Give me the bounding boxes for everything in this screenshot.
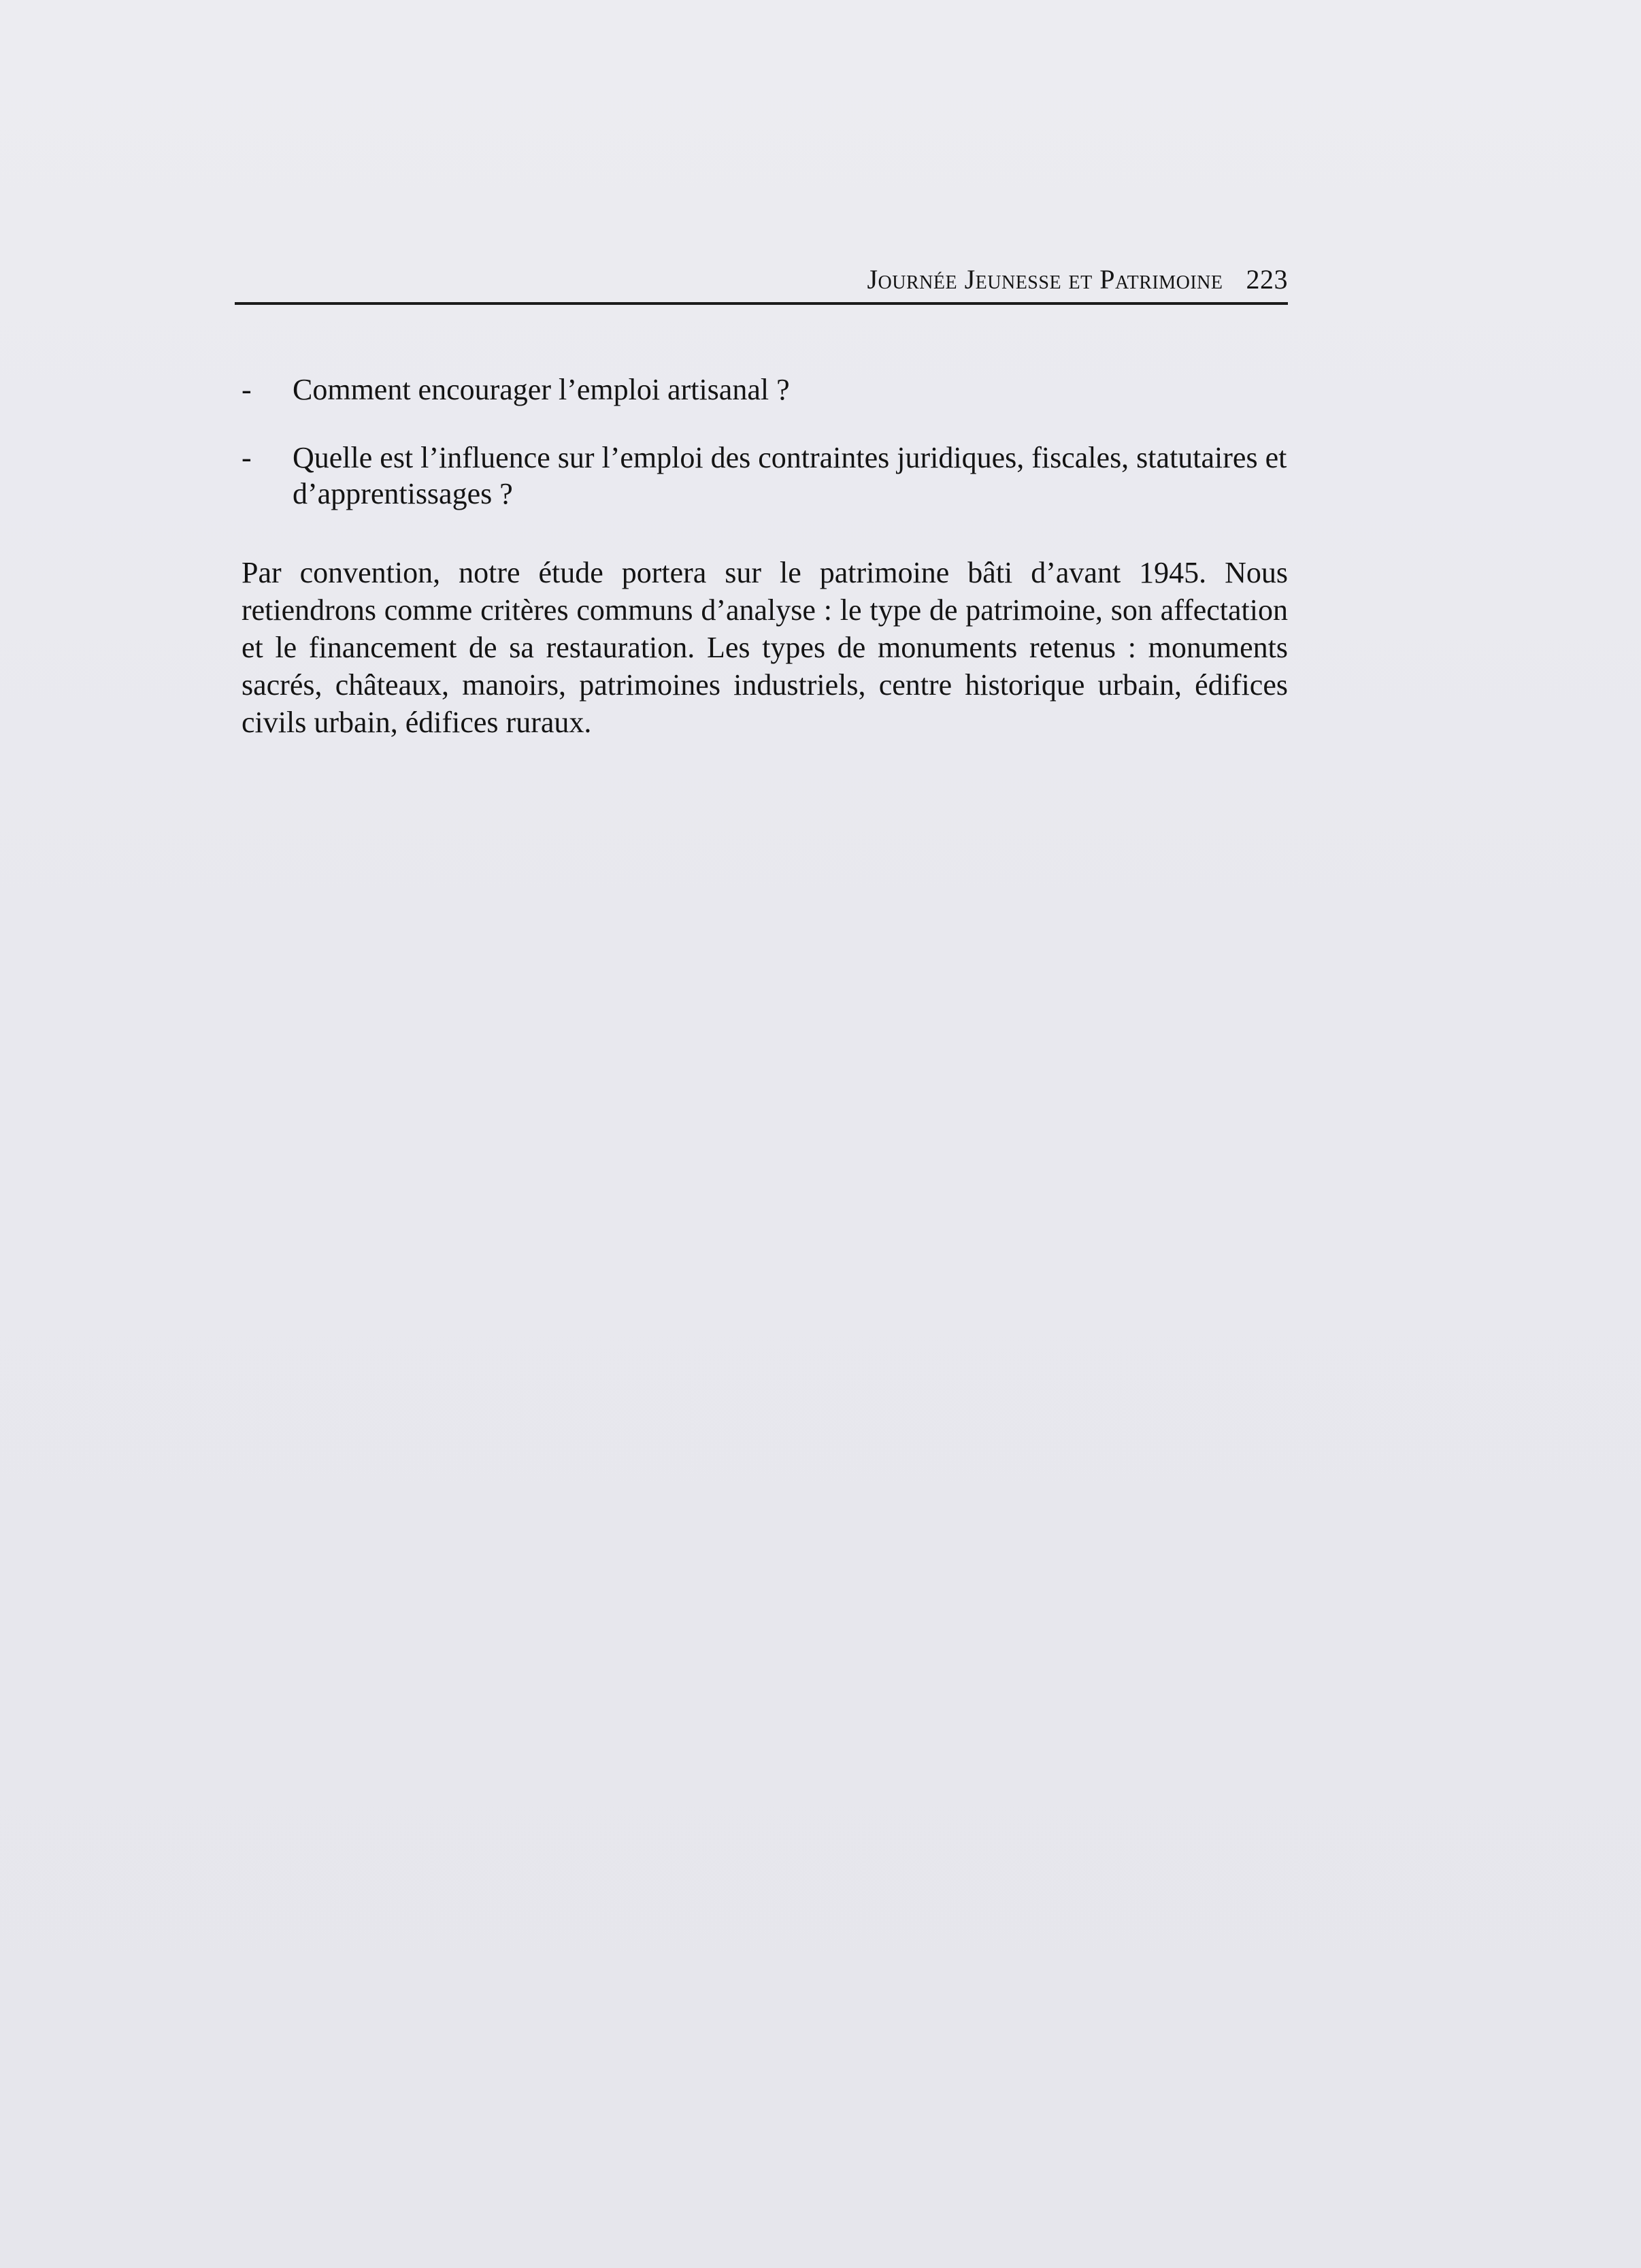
- bullet-item: [242, 440, 1288, 512]
- bullet-marker: -: [242, 441, 252, 474]
- header-title: Journée Jeunesse et Patrimoine: [867, 264, 1223, 295]
- header-line: [867, 263, 1288, 295]
- page-body: [242, 372, 1288, 771]
- body-paragraph: Par convention, notre étude portera sur le patrimoine bâti d’avant 1945. Nous retiendrons comme critères communs d’analyse : le type de patrimoine, son affectation et le financement de sa restauration. Les types de monuments retenus : monuments sacrés, châteaux, manoirs, patrimoines industriels, centre historique urbain, édifices civils urbain, édifices ruraux.: [242, 556, 1288, 739]
- bullet-text: Quelle est l’influence sur l’emploi des contraintes juridiques, fiscales, statutaires et d’apprentissages ?: [293, 441, 1287, 510]
- bullet-marker: -: [242, 373, 252, 406]
- running-header: [235, 260, 1288, 301]
- bullet-item: [242, 372, 1288, 408]
- header-rule: [235, 302, 1288, 305]
- bullet-text: Comment encourager l’emploi artisanal ?: [293, 373, 790, 406]
- page-number: 223: [1246, 264, 1288, 295]
